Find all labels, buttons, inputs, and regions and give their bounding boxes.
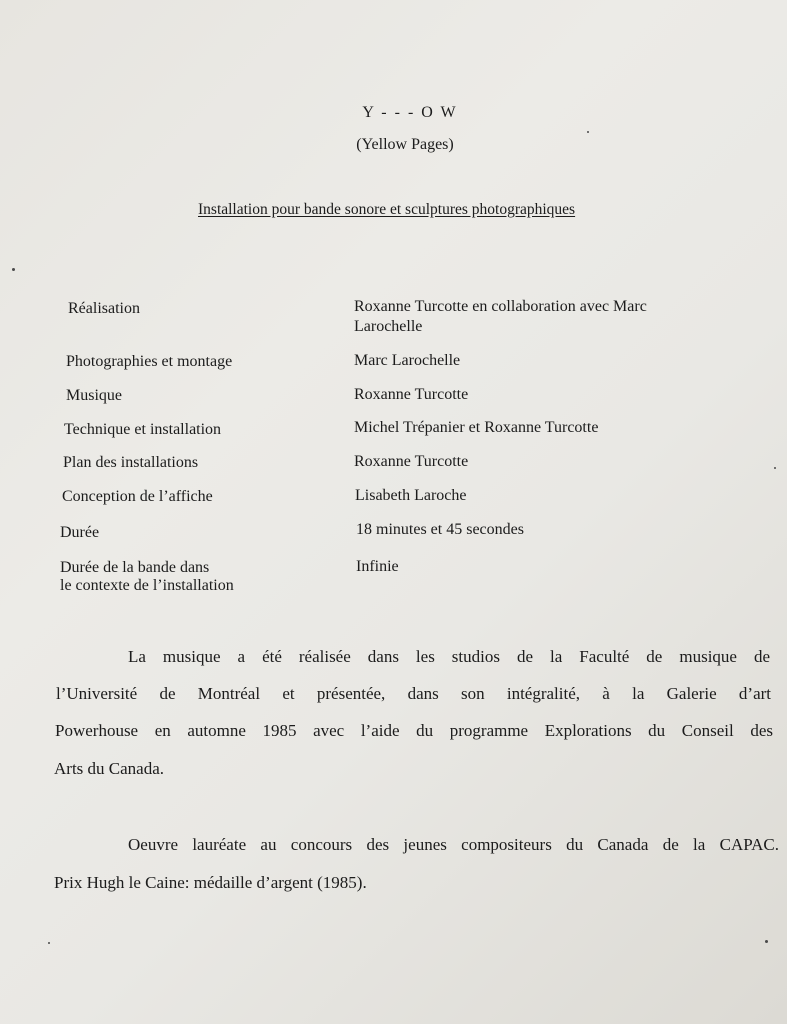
credit-label-realisation: Réalisation	[68, 300, 140, 317]
paragraph-line: La musique a été réalisée dans les studios de la Faculté de musique de	[128, 647, 770, 666]
credit-label-photographies: Photographies et montage	[66, 353, 233, 370]
paper-speck	[774, 467, 776, 469]
credit-value-plan: Roxanne Turcotte	[354, 453, 469, 470]
credit-value-musique: Roxanne Turcotte	[354, 386, 469, 403]
paragraph-line: l’Université de Montréal et présentée, dans son intégralité, à la Galerie d’art	[56, 684, 771, 703]
credit-label-technique: Technique et installation	[64, 421, 222, 438]
credit-value-duree: 18 minutes et 45 secondes	[356, 521, 524, 538]
credit-value-technique: Michel Trépanier et Roxanne Turcotte	[354, 419, 599, 436]
credit-label-affiche: Conception de l’affiche	[62, 488, 213, 505]
credit-value-affiche: Lisabeth Laroche	[355, 487, 467, 504]
document-heading: Installation pour bande sonore et sculptures photographiques	[198, 201, 576, 218]
credit-value-duree-installation: Infinie	[356, 558, 399, 575]
credit-label-plan: Plan des installations	[63, 454, 199, 471]
paper-speck	[765, 940, 768, 943]
document-subtitle: (Yellow Pages)	[356, 136, 454, 153]
credit-label-duree: Durée	[60, 524, 100, 541]
credit-label-duree-installation-cont: le contexte de l’installation	[60, 577, 234, 594]
paragraph-line: Arts du Canada.	[54, 759, 165, 778]
paper-speck	[12, 268, 15, 271]
paragraph-line: Oeuvre lauréate au concours des jeunes compositeurs du Canada de la CAPAC.	[128, 835, 779, 854]
document-title: Y - - - O W	[362, 104, 458, 121]
paper-speck	[48, 942, 50, 944]
credit-value-realisation-cont: Larochelle	[354, 318, 423, 335]
credit-value-photographies: Marc Larochelle	[354, 352, 461, 369]
paragraph-line: Powerhouse en automne 1985 avec l’aide du programme Explorations du Conseil des	[55, 721, 773, 740]
paragraph-line: Prix Hugh le Caine: médaille d’argent (1985).	[54, 873, 367, 892]
credit-value-realisation: Roxanne Turcotte en collaboration avec Marc	[354, 298, 647, 315]
credit-label-duree-installation: Durée de la bande dans	[60, 559, 210, 576]
paper-speck	[587, 131, 589, 133]
credit-label-musique: Musique	[66, 387, 122, 404]
